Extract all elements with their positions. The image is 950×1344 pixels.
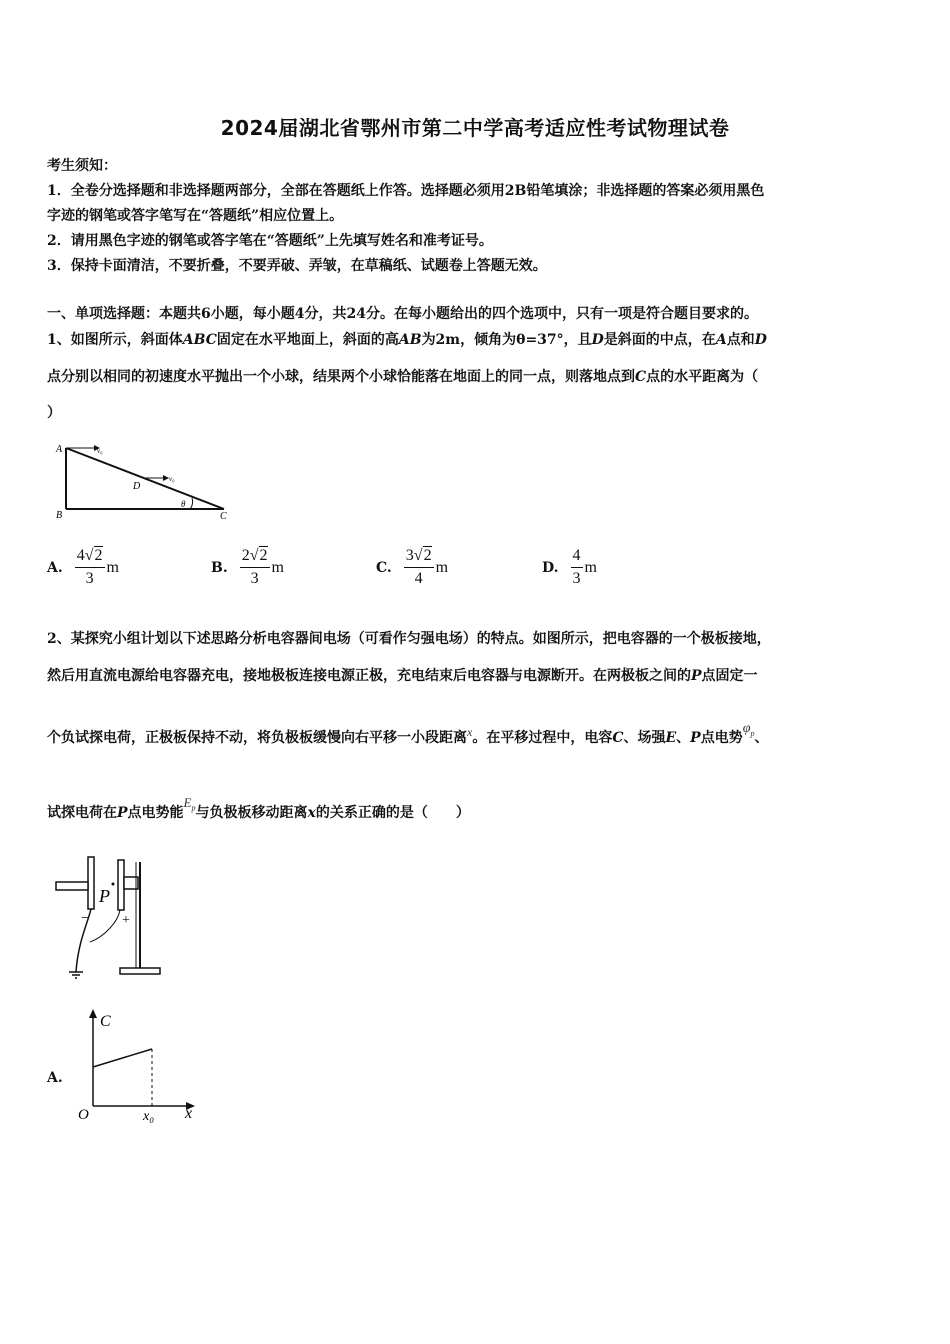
- q2-line1: 2、某探究小组计划以下述思路分析电容器间电场（可看作匀强电场）的特点。如图所示，把电容器的一个极板接地，: [47, 631, 771, 647]
- label-theta: θ: [181, 499, 186, 509]
- fraction: $\frac{2√2}{3}$: [241, 547, 268, 587]
- label-v0-d: v₀: [169, 475, 175, 483]
- q1-option-d[interactable]: D. $\frac{4}{3}$ m: [542, 547, 597, 587]
- label-c: C: [220, 511, 227, 522]
- label-p: P: [99, 886, 110, 906]
- positive-plate: [118, 860, 124, 910]
- notice-line2: 2．请用黑色字迹的钢笔或答字笔在“答题纸”上先填写姓名和准考证号。: [47, 233, 493, 249]
- label-a: A: [56, 444, 63, 455]
- label-plus: +: [122, 913, 130, 928]
- x-axis-label: x: [185, 1105, 193, 1122]
- q1-option-c[interactable]: C. $\frac{3√2}{4}$ m: [376, 547, 449, 587]
- x0-label: x₀: [143, 1109, 155, 1124]
- notice-line3: 3．保持卡面清洁，不要折叠，不要弄破、弄皱，在草稿纸、试题卷上答题无效。: [47, 258, 547, 274]
- label-v0-a: v₀: [97, 447, 103, 455]
- q2-line2: 然后用直流电源给电容器充电，接地极板连接电源正极，充电结束后电容器与电源断开。在两极板之间的P点固定一: [47, 668, 758, 684]
- q2-option-a-graph: [70, 1006, 205, 1126]
- angle-arc: [190, 498, 193, 509]
- y-axis-label: C: [100, 1013, 111, 1030]
- negative-plate: [88, 857, 94, 909]
- point-p: [112, 883, 115, 886]
- plus-wire: [90, 910, 120, 942]
- label-b: B: [56, 510, 63, 521]
- q1-line3: ）: [47, 405, 61, 421]
- y-axis-arrow: [89, 1009, 97, 1018]
- notice-line1a: 1．全卷分选择题和非选择题两部分，全部在答题纸上作答。选择题必须用2B铅笔填涂；非选择题的答案必须用黑色: [47, 183, 765, 199]
- q1-line1: 1、如图所示，斜面体ABC固定在水平地面上，斜面的高AB为2m，倾角为θ=37°，且D是斜面的中点，在A点和D: [47, 332, 767, 348]
- origin-label: O: [78, 1107, 89, 1123]
- q1-option-a[interactable]: A. $\frac{4√2}{3}$ m: [47, 547, 119, 587]
- label-minus: −: [81, 911, 89, 926]
- q2-line4: 试探电荷在P点电势能$E_p$与负极板移动距离x的关系正确的是（ ）: [47, 795, 470, 821]
- notice-heading: 考生须知：: [47, 158, 117, 174]
- q2-capacitor-figure: [52, 852, 167, 982]
- q2-option-a-label[interactable]: A.: [47, 1070, 63, 1086]
- q2-line3: 个负试探电荷，正极板保持不动，将负极板缓慢向右平移一小段距离x。在平移过程中，电容C、场强E、P点电势$\varphi_p$、: [47, 721, 769, 746]
- c-vs-x-line: [93, 1049, 152, 1067]
- fraction: $\frac{4√2}{3}$: [76, 547, 103, 587]
- notice-line1b: 字迹的钢笔或答字笔写在“答题纸”相应位置上。: [47, 208, 344, 224]
- label-d: D: [133, 481, 141, 492]
- q1-line2: 点分别以相同的初速度水平抛出一个小球，结果两个小球恰能落在地面上的同一点，则落地点到C点的水平距离为（: [47, 369, 759, 385]
- fraction: $\frac{3√2}{4}$: [405, 547, 432, 587]
- q1-incline-figure: [50, 438, 240, 526]
- page-title: 2024届湖北省鄂州市第二中学高考适应性考试物理试卷: [220, 116, 730, 140]
- stand-base: [120, 968, 160, 974]
- q1-option-b[interactable]: B. $\frac{2√2}{3}$ m: [211, 547, 284, 587]
- plate-handle: [56, 882, 88, 890]
- section-heading: 一、单项选择题：本题共6小题，每小题4分，共24分。在每小题给出的四个选项中，只有一项是符合题目要求的。: [47, 306, 758, 322]
- fraction: $\frac{4}{3}$: [572, 547, 581, 587]
